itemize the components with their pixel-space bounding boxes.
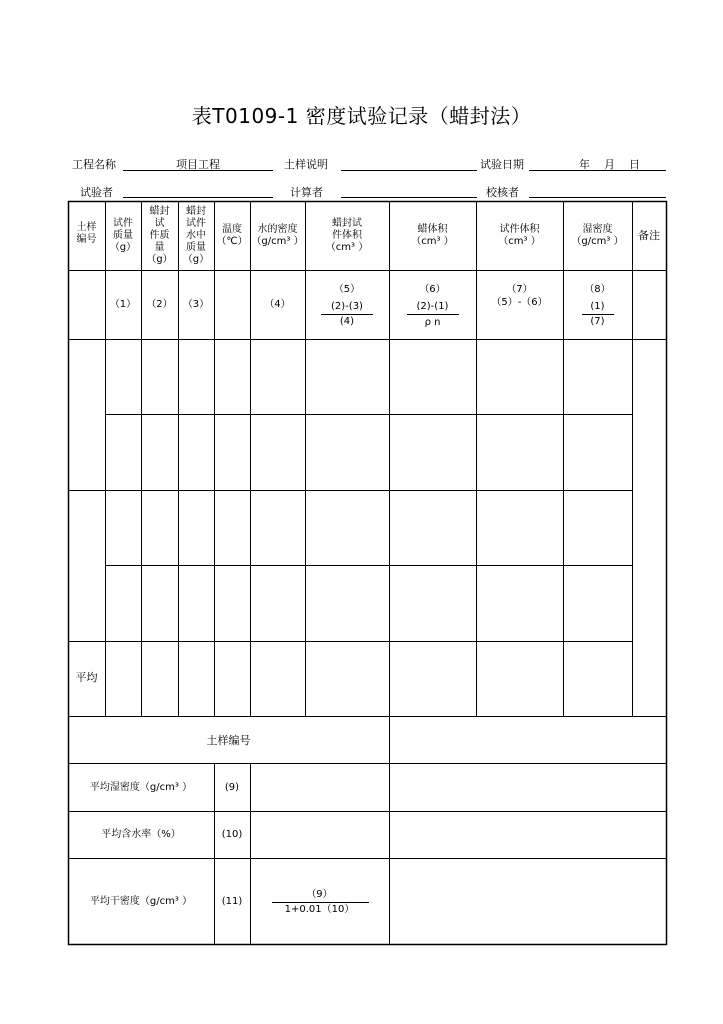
formula-c6-numerator: (2)-(1) [416,301,449,312]
formula-c7-number: （7） [506,284,533,295]
header-temperature: 温度 （℃） [216,224,248,247]
calculator-label: 计算者 [290,186,323,199]
dry-formula-denominator: 1+0.01（10） [284,904,355,915]
header-water-density: 水的密度 （g/cm³ ） [251,224,304,247]
formula-c8-number: （8） [584,284,611,295]
formula-c6-denominator: ρ n [424,317,441,328]
project-name-value: 项目工程 [176,158,220,171]
page-title: 表T0109-1 密度试验记录（蜡封法） [191,104,532,128]
dry-formula-fraction-bar [272,902,369,903]
date-year: 年 [579,158,590,171]
avg-wet-density-label: 平均湿密度（g/cm³ ） [89,782,193,793]
dry-formula-numerator: （9） [306,889,333,900]
header-waxed-mass: 蜡封 试 件质 量 （g） [146,206,173,265]
test-date-label: 试验日期 [480,158,524,171]
checker-label: 校核者 [486,186,519,199]
header-specimen-volume: 试件体积 （cm³ ） [498,224,541,247]
header-waxed-volume: 蜡封试 件体积 （cm³ ） [325,218,369,253]
project-name-label: 工程名称 [72,158,116,171]
avg-moisture-code: (10) [221,829,243,840]
header-wax-volume: 蜡体积 （cm³ ） [411,224,454,247]
formula-c1: （1） [109,299,137,310]
formula-c5-number: （5） [333,284,361,295]
formula-c5-numerator: (2)-(3) [331,301,363,312]
formula-c6-fraction-bar [407,314,459,315]
header-specimen-mass: 试件 质量 （g） [109,218,137,253]
formula-c6-number: （6） [419,284,446,295]
formula-c7-expression: （5）-（6） [491,297,548,308]
formula-c8-numerator: (1) [590,301,605,312]
tester-label: 试验者 [80,186,113,199]
formula-c3: （3） [182,299,210,310]
header-wet-density: 湿密度 （g/cm³ ） [571,224,624,247]
header-remarks: 备注 [638,229,660,242]
summary-sample-no-label: 土样编号 [206,734,251,747]
formula-c5-denominator: (4) [339,316,355,327]
header-waxed-water-mass: 蜡封 试件 水中 质量 （g） [182,206,210,265]
formula-c8-fraction-bar [582,314,614,315]
formula-c4: （4） [264,299,291,310]
avg-moisture-label: 平均含水率（%） [101,829,181,840]
average-label: 平均 [75,671,98,684]
avg-wet-density-code: (9) [224,782,240,793]
soil-description-label: 土样说明 [284,158,328,171]
avg-dry-density-code: (11) [221,896,243,907]
formula-c2: （2） [146,299,173,310]
formula-c8-denominator: (7) [590,316,605,327]
formula-c5-fraction-bar [321,314,373,315]
date-month: 月 [604,158,615,171]
avg-dry-density-label: 平均干密度（g/cm³ ） [89,896,193,907]
date-day: 日 [629,158,640,171]
header-sample-no: 土样 编号 [76,222,97,245]
